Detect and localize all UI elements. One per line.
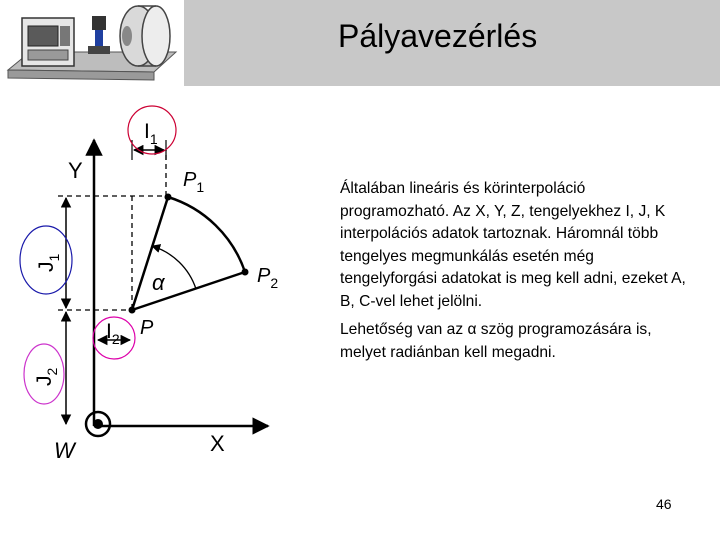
point-p2-label: $P_2$: [257, 265, 279, 291]
y-axis-label: Y: [68, 158, 83, 183]
point-p-label: P: [140, 317, 154, 339]
angle-label: α: [152, 270, 165, 295]
circular-interpolation-diagram: [0, 98, 320, 470]
radius-to-p2: [132, 272, 245, 310]
body-paragraph-2: Lehetőség van az α szög programozására is, melyet radiánban kell megadni.: [340, 321, 652, 361]
i2-label: $I_2$: [106, 320, 120, 347]
body-paragraph-1: Általában lineáris és körinterpoláció programozható. Az X, Y, Z, tengelyekhez I, J, K interpolációs adatok tartoznak. Háromnál több tengelyes megmunkálás esetén még tengelyforgási adatokat is meg kell adni, ezeket A, B, C-vel lehet jelölni.: [340, 180, 686, 310]
j1-label: $J_1$: [35, 253, 62, 272]
point-p1-label: $P_1$: [183, 169, 205, 195]
page-number: 46: [656, 496, 672, 512]
slide-title: Pályavezérlés: [338, 18, 538, 54]
origin-symbol: [86, 412, 110, 436]
x-axis-label: X: [210, 431, 225, 456]
j2-label: $J_2$: [33, 367, 60, 386]
machine-tool-illustration: [0, 0, 184, 90]
interpolation-arc: [168, 197, 245, 272]
i1-label: $I_1$: [144, 120, 158, 147]
origin-label: W: [54, 438, 75, 463]
